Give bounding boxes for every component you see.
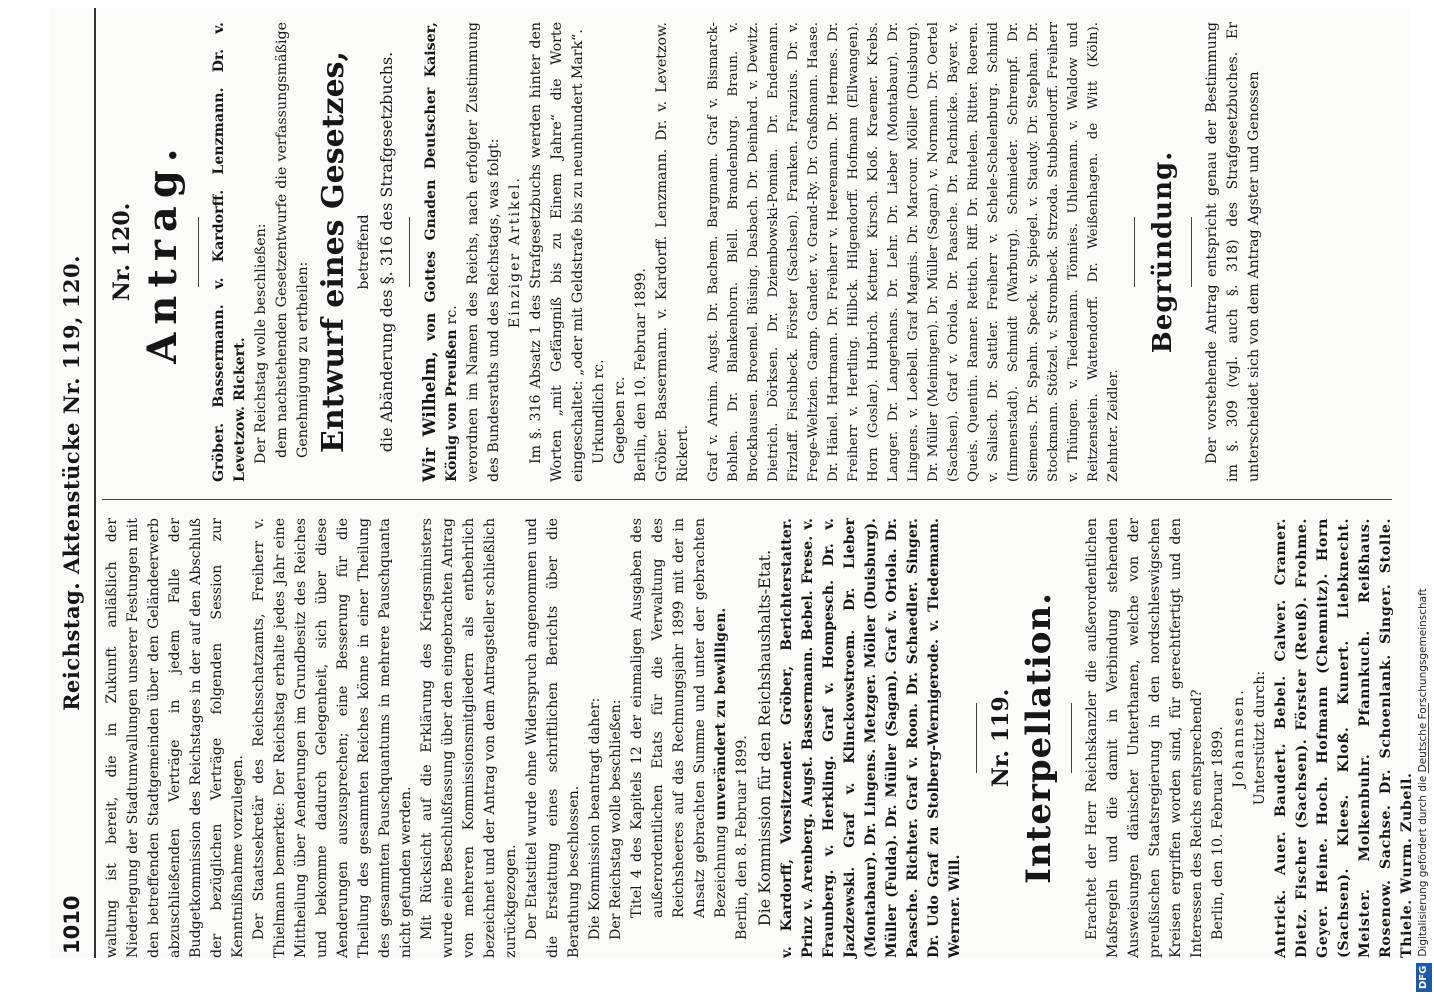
supporters-list: Graf v. Arnim. Augst. Dr. Bachem. Bargmann. Graf v. Bismarck-Bohlen. Dr. Blankenhorn. Blell. Brandenburg. Braun. v. Brockhausen. Broemel. Büsing. Dasbach. Dr. Deinhard. v. Dewitz. Dietrich. Dörksen. Dr. Dziembowski-Pomian. Dr. Endemann. Firzlaff. Fischbeck. Förster (Sachsen). Franken. Franzius. Dr. v. Frege-Weltzien. Gamp. Gander. v. Grand-Ry. Dr. Graßmann. Haase. Dr. Hänel. Hartmann. Dr. Freiherr v. Heeremann. Dr. Hermes. Dr. Freiherr v. Hertling. Hilbck. Hilgendorff. Hofmann (Ellwangen). Horn (Goslar). Hubrich. Kettner. Kirsch. Kloß. Kraemer. Krebs. Langer. Dr. Langerhans. Dr. Lehr. Dr. Lieber (Montabaur). Dr. Lingens. v. Loebell. Graf Magnis. Dr. Marcour. Möller (Duisburg). Dr. Müller (Meiningen). Dr. Müller (Sagan). v. Normann. Dr. Oertel (Sachsen). Graf v. Oriola. Dr. Paasche. Dr. Pachnicke. Bayer. v. Queis. Quentin. Ranner. Rettich. Riff. Dr. Rintelen. Ritter. Roeren. v. Salisch. Dr. Sattler. Freiherr v. Schele-Schelenburg. Schmid (Immenstadt). Schmidt (Warburg). Schmieder. Schrempf. Dr. Siemens. Dr. Spahn. Speck. v. Spiegel. v. Staudy. Dr. Stephan. Dr. Stockmann. Stötzel. v. Strombeck. Strzoda. Stubbendorff. Freiherr v. Thüngen. v. Tiedemann. Tönnies. Uhlemann. v. Waldow und Reitzenstein. Wattendorff. Dr. Weißenhagen. de Witt (Köln). Zehnter. Zeidler. <box>706 22 1121 482</box>
movers: Gröber. Bassermann. v. Kardorff. Lenzmann. Dr. v. Levetzow. Rickert. <box>211 22 248 482</box>
signers: Gröber. Bassermann. v. Kardorff. Lenzmann. Dr. v. Levetzow. Rickert. <box>654 22 691 482</box>
divider <box>409 217 410 287</box>
page-number: 1010 <box>60 895 84 954</box>
committee-names: v. Kardorff, Vorsitzender. Gröber, Berichterstatter. Prinz v. Arenberg. Augst. Bassermann. Bebel. Frese. v. Fraunberg. v. Herkling. Graf v. Hompesch. Dr. v. Jazdzewski. Graf v. Klinckowstroem. Dr. Lieber (Montabaur). Dr. Lingens. Metzger. Möller (Duisburg). Müller (Fulda). Dr. Müller (Sagan). Graf v. Oriola. Dr. Paasche. Richter. Graf v. Roon. Dr. Schaedler. Singer. Dr. Udo Graf zu Stolberg-Wernigerode. v. Tiedemann. Werner. Will. <box>779 518 963 958</box>
closing: Urkundlich rc. <box>591 359 607 464</box>
paragraph: Die Kommission beantragt daher: <box>587 697 603 940</box>
left-column <box>102 518 1415 958</box>
date-line: Berlin, den 10. Februar 1899. <box>633 268 649 482</box>
divider <box>1134 217 1135 287</box>
supporters-block <box>704 22 1124 482</box>
date-line: Berlin, den 8. Februar 1899. <box>734 735 750 940</box>
resolution <box>627 518 732 958</box>
spacer <box>694 22 704 482</box>
etc: rc. <box>444 305 460 325</box>
right-column <box>102 22 1402 482</box>
page-header <box>50 8 96 958</box>
dfg-logo: DFG <box>1416 963 1432 992</box>
running-head: Reichstag. Aktenstücke Nr. 119, 120. <box>59 255 84 711</box>
paragraph: Der vorstehende Antrag entspricht genau der Bestimmung im §. 309 (vgl. auch §. 318) des Strafgesetzbuches. Er unterscheidet sich von dem Antrag Agster und Genossen <box>1204 22 1262 482</box>
preamble <box>420 22 463 482</box>
paragraph: dem nachstehenden Gesetzentwurfe die verfassungsmäßige Genehmigung zu ertheilen: <box>274 22 311 458</box>
supported-by: Unterstützt durch: <box>1252 670 1268 806</box>
speech-text: Der Reichstag erhalte jedes Jahr eine Mittheilung über Aenderungen im Grundbesitz des Reiches und bekomme dadurch Gelegenheit, sich über diese Aenderungen auszusprechen; eine Besserung für die Theilung des gesammten Reiches könne in einer Theilung des gesammten Pauschquantums in mehrere Pauschquanta nicht gefunden werden. <box>272 518 414 958</box>
divider <box>198 217 199 287</box>
article-heading: Einziger Artikel. <box>507 175 523 329</box>
section-title: Antrag. <box>139 140 186 364</box>
paragraph: waltung ist bereit, die in Zukunft anläßlich der Niederlegung der Stadtumwallungen unserer Festungen mit den betreffenden Stadtgemeinden über den Geländeerwerb abzuschließenden Verträge in jedem Falle der Budgetkommission des Reichstages in der auf den Abschluß der bezüglichen Verträge folgenden Session zur Kenntnißnahme vorzulegen. <box>104 518 246 958</box>
supporters-list: Antrick. Auer. Baudert. Bebel. Calwer. Cramer. Dietz. Fischer (Sachsen). Förster (Reuß). Frohme. Geyer. Heine. Hoch. Hofmann (Chemnitz). Horn (Sachsen). Klees. Kloß. Kunert. Liebknecht. Meister. Molkenbuhr. Pfannkuch. Reißhaus. Rosenow. Sachse. Dr. Schoenlank. Singer. Stolle. Thiele. Wurm. Zubeil. <box>1273 518 1415 958</box>
paragraph: Mit Rücksicht auf die Erklärung des Kriegsministers wurde eine Beschlußfassung über den eingebrachten Antrag von mehreren Kommissionsmitgliedern als entbehrlich bezeichnet und der Antrag von dem Antragsteller schließlich zurückgezogen. <box>419 518 519 958</box>
document-page <box>50 8 1415 958</box>
paragraph: Erachtet der Herr Reichskanzler die außerordentlichen Maßregeln und die damit in Verbindung stehenden Ausweisungen dänischer Unterthanen, welche von der preußischen Staatsregierung in den nordschleswigschen Kreisen ergriffen worden sind, für gerechtfertigt und den Interessen des Reichs entsprechend? <box>1084 518 1205 958</box>
closing: Gegeben rc. <box>612 376 628 464</box>
resolution-bold: unverändert zu bewilligen. <box>713 607 729 821</box>
paragraph: verordnen im Namen des Reichs, nach erfolgter Zustimmung des Bundesraths und des Reichstags, was folgt: <box>465 22 502 482</box>
bill-subject: die Abänderung des §. 316 des Strafgesetzbuchs. <box>377 51 396 453</box>
column-divider <box>102 499 1392 500</box>
paragraph: Der Reichstag wolle beschließen: <box>608 699 624 940</box>
paragraph <box>249 518 417 958</box>
bill-title: Entwurf eines Gesetzes, <box>316 50 351 454</box>
digitization-text-row <box>1415 8 1431 992</box>
section-title: Begründung. <box>1148 150 1178 354</box>
paragraph: Der Reichstag wolle beschließen: <box>253 223 269 464</box>
article-text: Im §. 316 Absatz 1 des Strafgesetzbuchs werden hinter den Worten „mit Gefängniß bis zu Einem Jahre“ die Worte eingeschaltet: „oder mit Geldstrafe bis zu neunhundert Mark“. <box>528 22 586 482</box>
paragraph: Der Etatstitel wurde ohne Widerspruch angenommen und die Erstattung eines schriftlichen Berichts über die Berathung beschlossen. <box>524 518 582 958</box>
date-line: Berlin, den 10. Februar 1899. <box>1210 726 1226 940</box>
emperor-name: Wir Wilhelm, <box>420 351 440 482</box>
section-title: Interpellation. <box>1019 592 1059 884</box>
document-number: Nr. 119. <box>988 688 1014 788</box>
divider <box>1071 703 1072 773</box>
resolution-text: Titel 4 des Kapitels 12 der einmaligen Ausgaben des außerordentlichen Etats für die Verwaltung des Reichsheeres auf das Rechnungsjahr 1899 mit der in Ansatz gebrachten Summe und unter der gebrachten Bezeichnung <box>629 518 729 918</box>
speaker: Der Staatssekretär des Reichsschatzamts, Freiherr v. Thielmann bemerkte: <box>251 518 288 958</box>
signer: Johannsen. <box>1231 688 1247 788</box>
digitization-note <box>1415 8 1431 992</box>
bill-betreffend: betreffend <box>356 214 372 290</box>
divider <box>976 703 977 773</box>
document-number: Nr. 120. <box>109 202 135 302</box>
digitization-text: Digitalisierung gefördert durch die Deutsche Forschungsgemeinschaft <box>1417 588 1429 957</box>
divider <box>1191 217 1192 287</box>
emperor-title: von Gottes Gnaden Deutscher Kaiser, König von Preußen <box>423 22 460 482</box>
committee-title: Die Kommission für den Reichshaushalts-Etat. <box>755 549 774 927</box>
